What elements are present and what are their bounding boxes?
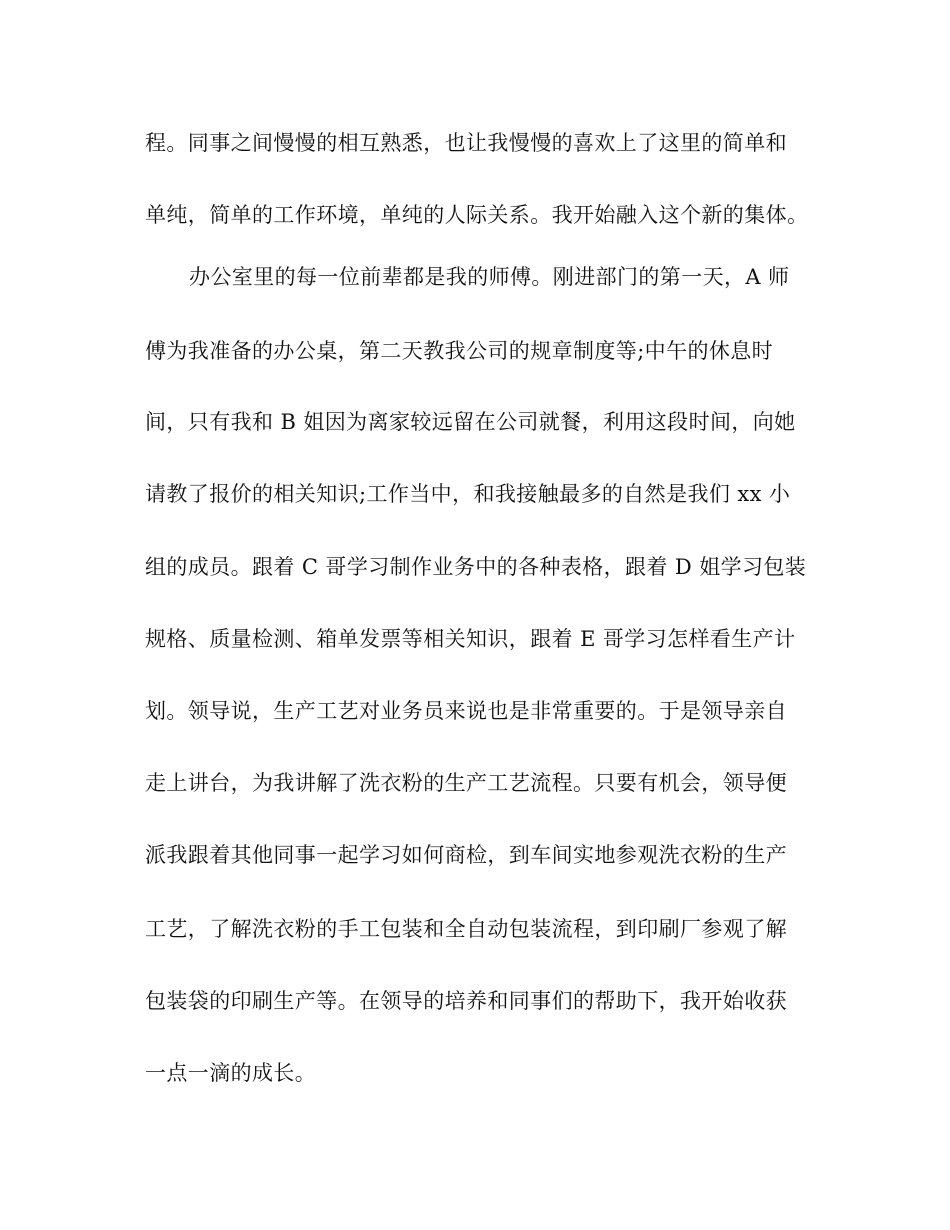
text-line: 间，只有我和 B 姐因为离家较远留在公司就餐，利用这段时间，向她 [145,410,796,434]
text-line: 一点一滴的成长。 [145,1061,317,1085]
text-line: 请教了报价的相关知识;工作当中，和我接触最多的自然是我们 xx 小 [145,482,791,506]
text-line: 包装袋的印刷生产等。在领导的培养和同事们的帮助下，我开始收获 [145,989,787,1013]
text-line: 规格、质量检测、箱单发票等相关知识，跟着 E 哥学习怎样看生产计 [145,627,796,651]
text-line: 程。同事之间慢慢的相互熟悉，也让我慢慢的喜欢上了这里的简单和 [145,131,787,155]
text-line: 傅为我准备的办公桌，第二天教我公司的规章制度等;中午的休息时 [145,339,774,363]
text-line: 工艺，了解洗衣粉的手工包装和全自动包装流程，到印刷厂参观了解 [145,917,787,941]
text-line: 划。领导说，生产工艺对业务员来说也是非常重要的。于是领导亲自 [145,699,787,723]
paragraph-start-line: 办公室里的每一位前辈都是我的师傅。刚进部门的第一天，A 师 [189,265,790,289]
text-line: 单纯，简单的工作环境，单纯的人际关系。我开始融入这个新的集体。 [145,203,809,227]
text-line: 走上讲台，为我讲解了洗衣粉的生产工艺流程。只要有机会，领导便 [145,771,787,795]
text-line: 组的成员。跟着 C 哥学习制作业务中的各种表格，跟着 D 姐学习包装 [145,555,807,579]
text-line: 派我跟着其他同事一起学习如何商检，到车间实地参观洗衣粉的生产 [145,843,787,867]
